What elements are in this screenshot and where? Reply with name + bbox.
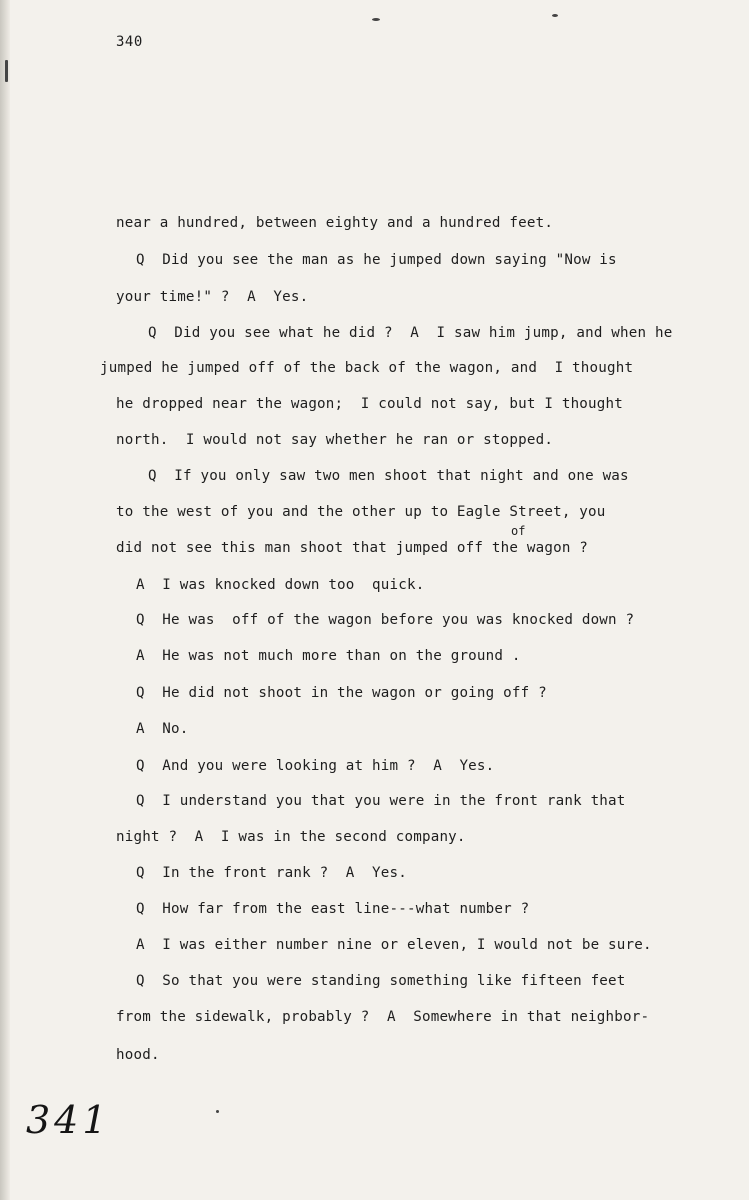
text-line: hood.	[116, 1047, 160, 1063]
text-line: near a hundred, between eighty and a hundred feet.	[116, 215, 554, 231]
binding-mark	[5, 60, 8, 82]
text-line: Q I understand you that you were in the front rank that	[136, 793, 626, 809]
text-line: Q Did you see what he did ? A I saw him jump, and when he	[148, 325, 673, 341]
page-number: 340	[116, 34, 143, 50]
text-line: A He was not much more than on the ground .	[136, 648, 521, 664]
text-line: jumped he jumped off of the back of the wagon, and I thought	[100, 360, 634, 376]
ink-speck	[552, 14, 558, 17]
text-line: Q And you were looking at him ? A Yes.	[136, 758, 495, 774]
text-line: A No.	[136, 721, 189, 737]
ink-speck	[372, 18, 380, 21]
interlinear-insert: of	[511, 524, 526, 538]
text-line: he dropped near the wagon; I could not say, but I thought	[116, 396, 624, 412]
text-line: north. I would not say whether he ran or stopped.	[116, 432, 554, 448]
text-line: Q So that you were standing something like fifteen feet	[136, 973, 626, 989]
text-line: did not see this man shoot that jumped off the wagon ?	[116, 540, 589, 556]
text-line: Q In the front rank ? A Yes.	[136, 865, 407, 881]
handwritten-page-number: 341	[26, 1098, 111, 1142]
text-line: from the sidewalk, probably ? A Somewhere in that neighbor-	[116, 1009, 650, 1025]
text-line: Q Did you see the man as he jumped down saying "Now is	[136, 252, 617, 268]
text-line: your time!" ? A Yes.	[116, 289, 309, 305]
text-line: Q He did not shoot in the wagon or going off ?	[136, 685, 547, 701]
text-line: Q He was off of the wagon before you was knocked down ?	[136, 612, 635, 628]
ink-speck	[216, 1110, 219, 1113]
binding-edge	[0, 0, 10, 1200]
text-line: A I was either number nine or eleven, I would not be sure.	[136, 937, 652, 953]
text-line: night ? A I was in the second company.	[116, 829, 466, 845]
text-line: to the west of you and the other up to Eagle Street, you	[116, 504, 606, 520]
text-line: Q How far from the east line---what number ?	[136, 901, 530, 917]
text-line: Q If you only saw two men shoot that night and one was	[148, 468, 629, 484]
text-line: A I was knocked down too quick.	[136, 577, 425, 593]
